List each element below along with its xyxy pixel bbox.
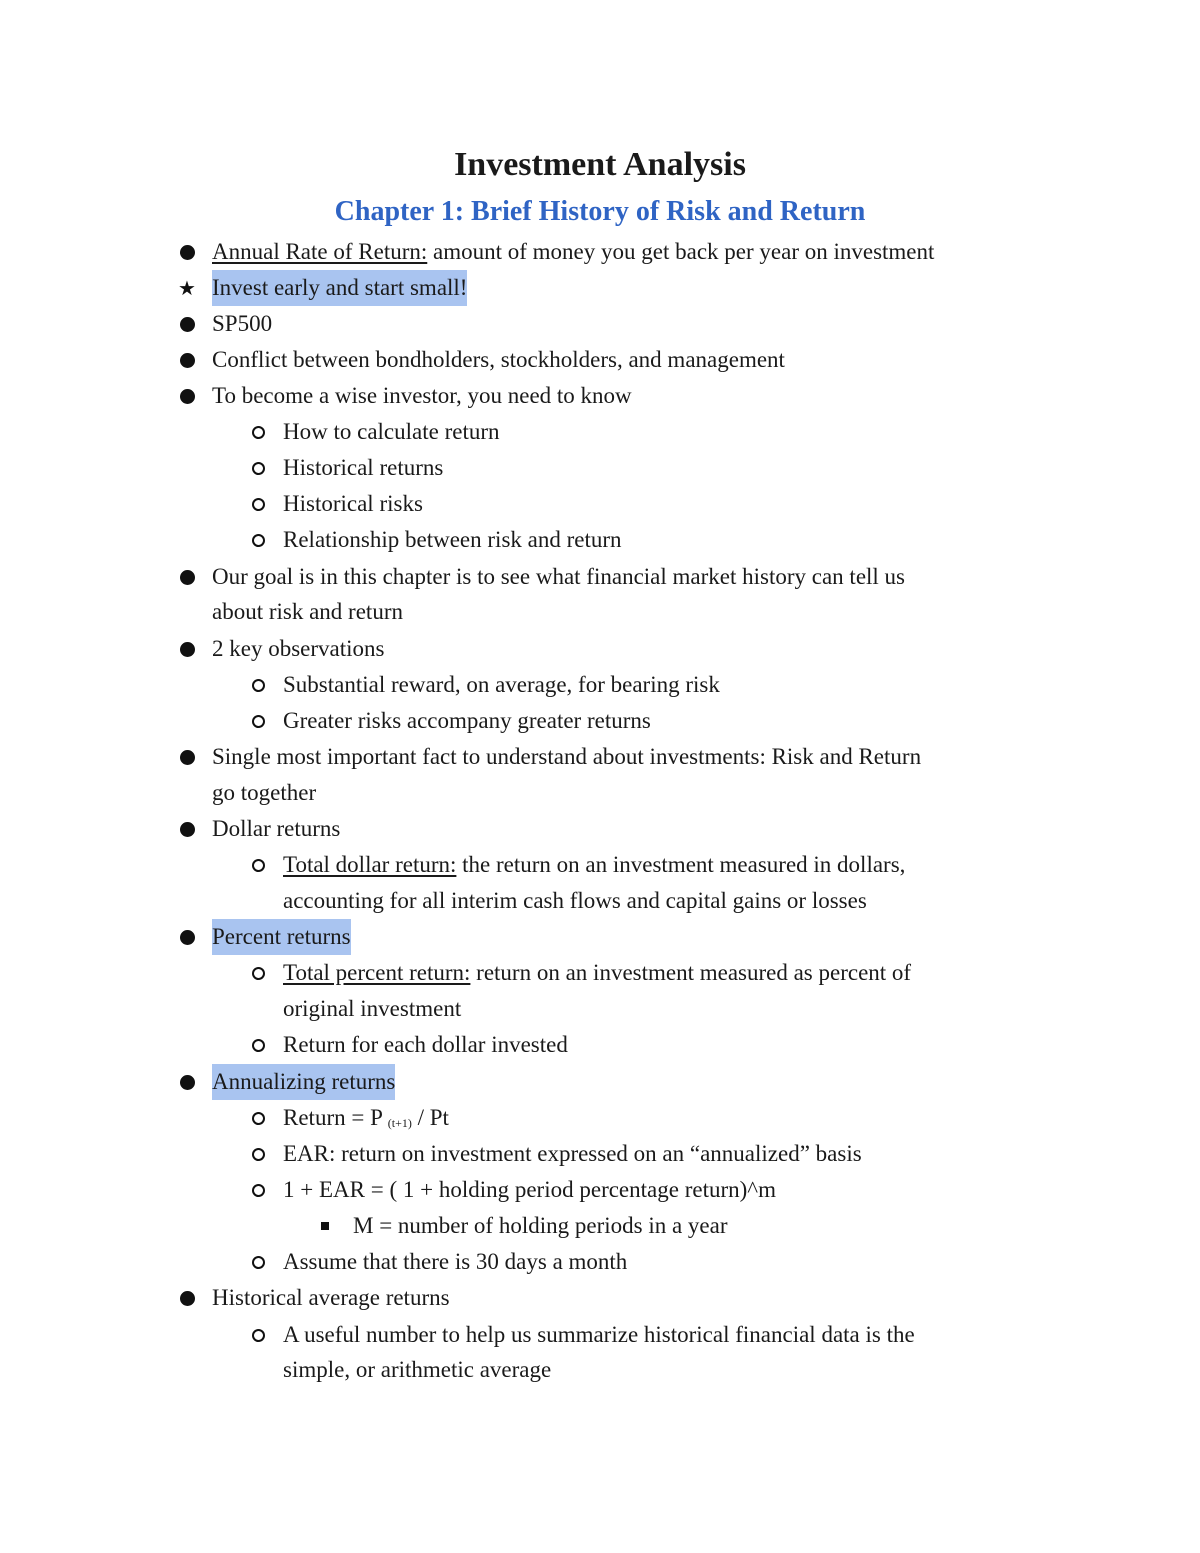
bullet-dot-icon — [175, 559, 199, 595]
bullet-circle-icon — [246, 847, 270, 883]
note-text: A useful number to help us summarize historical financial data is the — [283, 1322, 915, 1347]
bullet-circle-icon — [246, 703, 270, 739]
bullet-circle-icon — [246, 1317, 270, 1353]
bullet-dot-icon — [175, 631, 199, 667]
bullet-dot-icon — [175, 378, 199, 414]
annual-rate-definition: amount of money you get back per year on investment — [427, 239, 935, 264]
bullet-circle-icon — [246, 1136, 270, 1172]
note-text: To become a wise investor, you need to know — [212, 383, 632, 408]
highlighted-note: Annualizing returns — [212, 1064, 395, 1100]
note-text: simple, or arithmetic average — [283, 1357, 552, 1382]
bullet-circle-icon — [246, 1027, 270, 1063]
bullet-dot-icon — [175, 919, 199, 955]
bullet-circle-icon — [246, 522, 270, 558]
note-text: original investment — [283, 996, 462, 1021]
note-text: How to calculate return — [283, 419, 500, 444]
bullet-circle-icon — [246, 414, 270, 450]
highlighted-note: Percent returns — [212, 919, 351, 955]
note-text: Single most important fact to understand about investments: Risk and Return — [212, 744, 922, 769]
formula-prefix: Return = P — [283, 1105, 388, 1130]
highlighted-note: Invest early and start small! — [212, 270, 467, 306]
note-text: Substantial reward, on average, for bearing risk — [283, 672, 720, 697]
document-title: Investment Analysis — [454, 146, 746, 183]
bullet-square-icon — [313, 1208, 337, 1244]
note-text: Dollar returns — [212, 816, 341, 841]
formula-suffix: / Pt — [411, 1105, 449, 1130]
note-text: Historical average returns — [212, 1285, 450, 1310]
chapter-heading: Chapter 1: Brief History of Risk and Return — [334, 196, 866, 227]
note-text: Our goal is in this chapter is to see what financial market history can tell us — [212, 564, 906, 589]
bullet-circle-icon — [246, 1172, 270, 1208]
total-percent-definition: return on an investment measured as percent of — [470, 960, 912, 985]
bullet-dot-icon — [175, 1064, 199, 1100]
term-total-dollar-return: Total dollar return: — [283, 852, 457, 877]
note-text: go together — [212, 780, 317, 805]
note-text: Historical returns — [283, 455, 444, 480]
bullet-dot-icon — [175, 1280, 199, 1316]
note-text: Return for each dollar invested — [283, 1032, 568, 1057]
bullet-circle-icon — [246, 486, 270, 522]
bullet-circle-icon — [246, 955, 270, 991]
bullet-dot-icon — [175, 739, 199, 775]
note-text: Assume that there is 30 days a month — [283, 1249, 628, 1274]
return-formula — [283, 1100, 449, 1141]
star-bullet-icon: ★ — [178, 276, 196, 300]
bullet-circle-icon — [246, 667, 270, 703]
note-text: 2 key observations — [212, 636, 385, 661]
total-dollar-definition: the return on an investment measured in dollars, — [456, 852, 906, 877]
note-text: Historical risks — [283, 491, 423, 516]
bullet-circle-icon — [246, 1100, 270, 1136]
bullet-dot-icon — [175, 811, 199, 847]
bullet-dot-icon — [175, 306, 199, 342]
term-annual-rate: Annual Rate of Return: — [212, 239, 428, 264]
bullet-dot-icon — [175, 342, 199, 378]
note-text: M = number of holding periods in a year — [353, 1213, 728, 1238]
note-text: EAR: return on investment expressed on an “annualized” basis — [283, 1141, 862, 1166]
ear-formula: 1 + EAR = ( 1 + holding period percentage return)^m — [283, 1177, 776, 1202]
bullet-circle-icon — [246, 1244, 270, 1280]
bullet-circle-icon — [246, 450, 270, 486]
note-text: SP500 — [212, 311, 273, 336]
note-text: about risk and return — [212, 599, 403, 624]
note-text: accounting for all interim cash flows and capital gains or losses — [283, 888, 867, 913]
term-total-percent-return: Total percent return: — [283, 960, 471, 985]
formula-subscript: (t+1) — [387, 1116, 412, 1130]
note-text: Relationship between risk and return — [283, 527, 622, 552]
note-text: Greater risks accompany greater returns — [283, 708, 651, 733]
bullet-dot-icon — [175, 234, 199, 270]
note-text: Conflict between bondholders, stockholders, and management — [212, 347, 785, 372]
